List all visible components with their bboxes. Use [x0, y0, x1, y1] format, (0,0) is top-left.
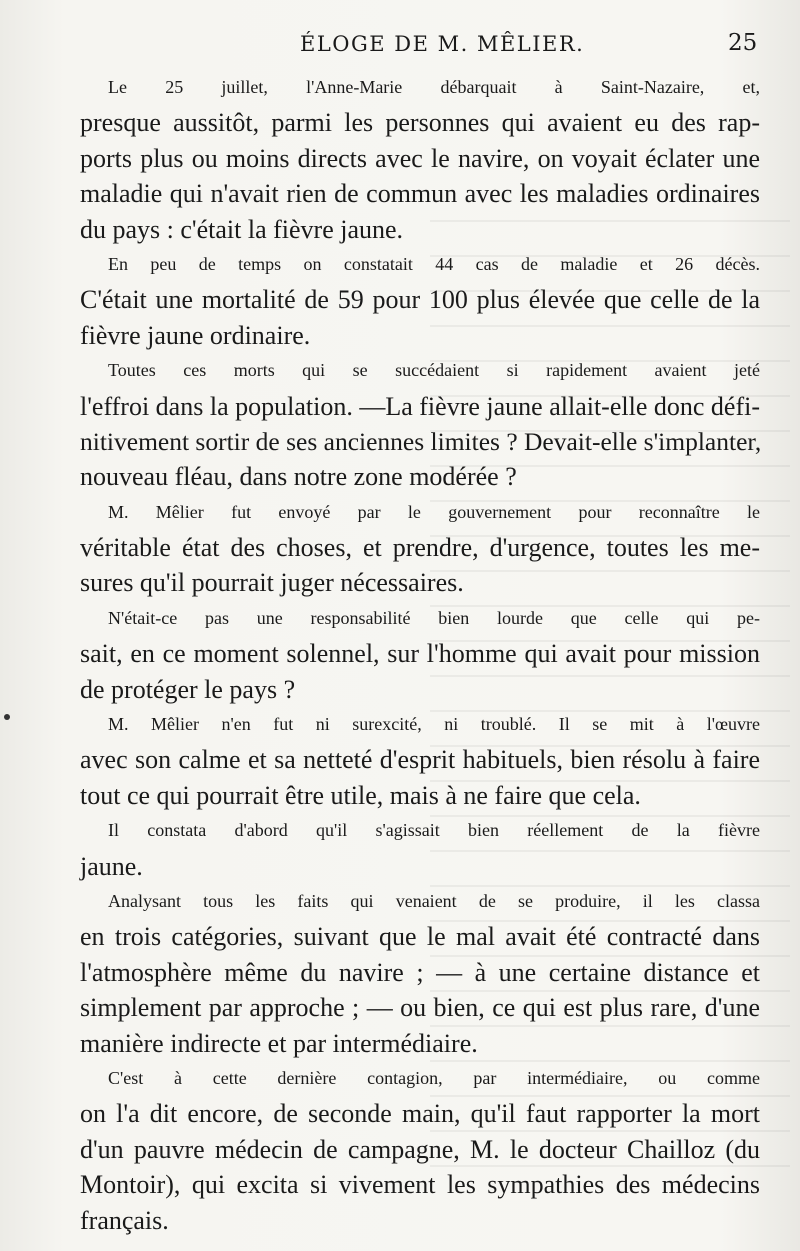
running-header	[0, 30, 800, 60]
text-line: l'atmosphère même du navire ; — à une certaine distance et	[80, 957, 760, 987]
text-line: C'était une mortalité de 59 pour 100 plus élevée que celle de la	[80, 285, 760, 315]
paragraph	[80, 813, 760, 884]
text-line: avec son calme et sa netteté d'esprit habituels, bien résolu à faire	[80, 745, 760, 775]
text-line: sures qu'il pourrait juger nécessaires.	[80, 568, 464, 598]
paragraph	[80, 353, 760, 495]
text-line: nitivement sortir de ses anciennes limites ? Devait-elle s'implanter,	[80, 426, 762, 456]
text-line: en trois catégories, suivant que le mal avait été contracté dans	[80, 922, 760, 952]
margin-dot-mark	[4, 714, 10, 720]
paragraph	[80, 601, 760, 707]
page-number: 25	[728, 30, 758, 56]
text-line: simplement par approche ; — ou bien, ce qui est plus rare, d'une	[80, 993, 760, 1023]
text-line: tout ce qui pourrait être utile, mais à ne faire que cela.	[80, 780, 641, 810]
text-line: Montoir), qui excita si vivement les sympathies des médecins	[80, 1170, 760, 1200]
text-line: sait, en ce moment solennel, sur l'homme qui avait pour mission	[80, 639, 760, 669]
text-line: d'un pauvre médecin de campagne, M. le docteur Chailloz (du	[80, 1134, 760, 1164]
text-line: Toutes ces morts qui se succédaient si rapidement avaient jeté	[108, 360, 760, 381]
paragraph	[80, 1061, 760, 1238]
body-text	[80, 70, 760, 1238]
text-line: nouveau fléau, dans notre zone modérée ?	[80, 462, 517, 492]
paragraph	[80, 495, 760, 601]
text-line: C'est à cette dernière contagion, par intermédiaire, ou comme	[108, 1067, 760, 1088]
text-line: du pays : c'était la fièvre jaune.	[80, 214, 404, 244]
text-line: de protéger le pays ?	[80, 674, 296, 704]
text-line: presque aussitôt, parmi les personnes qui avaient eu des rap-	[80, 108, 760, 138]
text-line: N'était-ce pas une responsabilité bien lourde que celle qui pe-	[108, 607, 760, 628]
text-line: on l'a dit encore, de seconde main, qu'il faut rapporter la mort	[80, 1099, 760, 1129]
text-line: En peu de temps on constatait 44 cas de maladie et 26 décès.	[108, 253, 760, 274]
text-line: maladie qui n'avait rien de commun avec les maladies ordinaires	[80, 179, 760, 209]
text-line: ports plus ou moins directs avec le navire, on voyait éclater une	[80, 143, 760, 173]
text-line: manière indirecte et par intermédiaire.	[80, 1028, 478, 1058]
paragraph	[80, 884, 760, 1061]
paragraph	[80, 70, 760, 247]
text-line: M. Mêlier fut envoyé par le gouvernement pour reconnaître le	[108, 501, 760, 522]
text-line: Analysant tous les faits qui venaient de se produire, il les classa	[108, 890, 760, 911]
text-line: fièvre jaune ordinaire.	[80, 320, 311, 350]
text-line: Le 25 juillet, l'Anne-Marie débarquait à Saint-Nazaire, et,	[108, 77, 760, 97]
text-line: véritable état des choses, et prendre, d'urgence, toutes les me-	[80, 533, 760, 563]
running-title: ÉLOGE DE M. MÊLIER.	[300, 32, 585, 56]
text-line: M. Mêlier n'en fut ni surexcité, ni troublé. Il se mit à l'œuvre	[108, 714, 760, 735]
paragraph	[80, 707, 760, 813]
text-line: l'effroi dans la population. —La fièvre jaune allait-elle donc défi-	[80, 391, 760, 421]
text-line: jaune.	[80, 851, 143, 881]
paragraph	[80, 247, 760, 353]
text-line: Il constata d'abord qu'il s'agissait bien réellement de la fièvre	[108, 820, 760, 841]
text-line: français.	[80, 1205, 169, 1235]
